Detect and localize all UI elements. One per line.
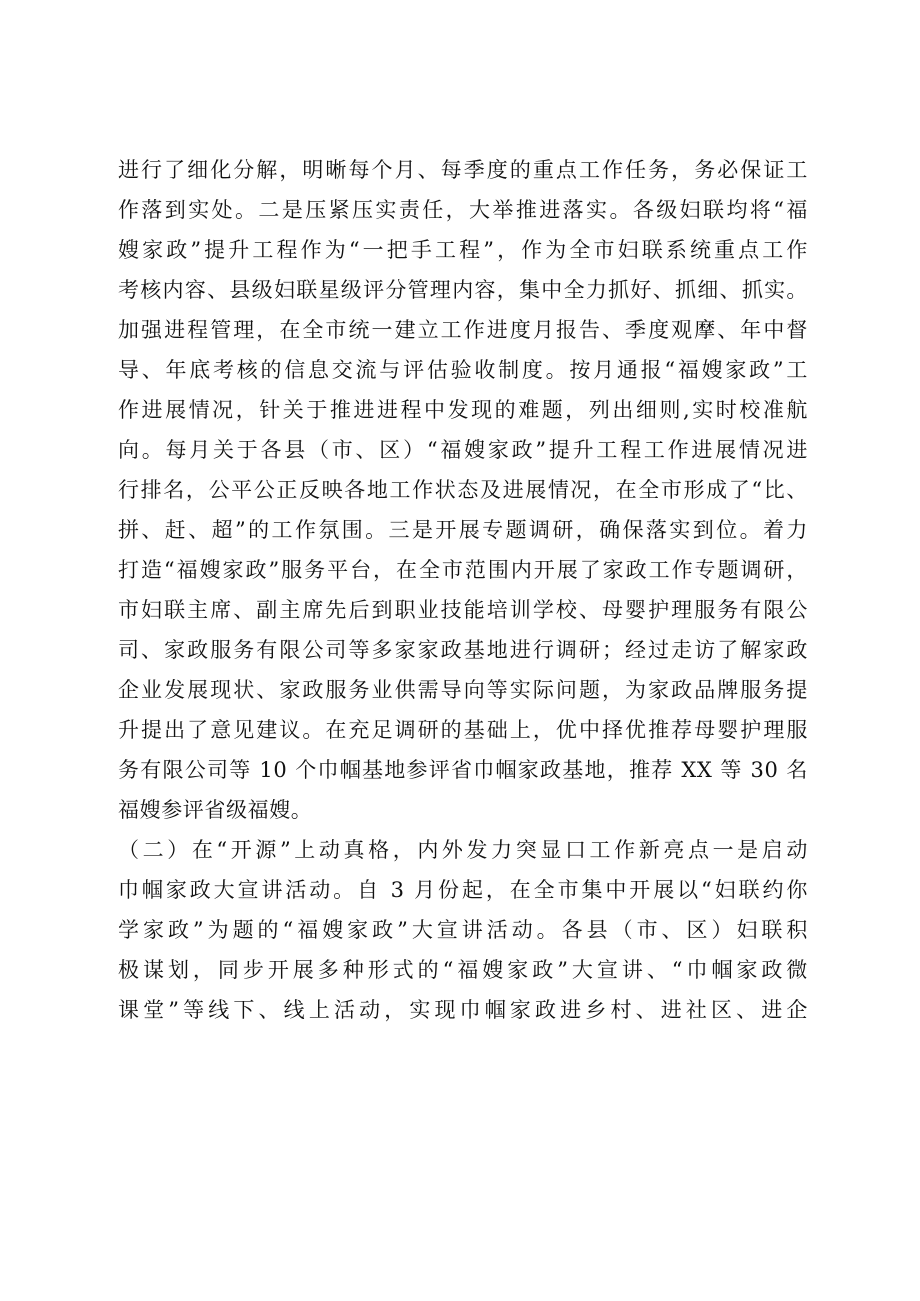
text-line: 极谋划，同步开展多种形式的“福嫂家政”大宣讲、“巾帼家政微 bbox=[118, 958, 808, 982]
text-line: 市妇联主席、副主席先后到职业技能培训学校、母婴护理服务有限公 bbox=[118, 598, 808, 622]
text-line: （二）在“开源”上动真格，内外发力突显口工作新亮点一是启动 bbox=[118, 838, 808, 862]
paragraph-1 bbox=[118, 150, 808, 830]
text-line: 进行了细化分解，明晰每个月、每季度的重点工作任务，务必保证工 bbox=[118, 158, 808, 182]
text-line: 加强进程管理，在全市统一建立工作进度月报告、季度观摩、年中督 bbox=[118, 318, 808, 342]
text-line: 导、年底考核的信息交流与评估验收制度。按月通报“福嫂家政”工 bbox=[118, 358, 808, 382]
text-line: 升提出了意见建议。在充足调研的基础上，优中择优推荐母婴护理服 bbox=[118, 718, 808, 742]
text-line: 务有限公司等 10 个巾帼基地参评省巾帼家政基地，推荐 XX 等 30 名 bbox=[118, 758, 808, 782]
paragraph-2 bbox=[118, 830, 808, 1030]
text-line: 企业发展现状、家政服务业供需导向等实际问题，为家政品牌服务提 bbox=[118, 678, 808, 702]
text-line: 嫂家政”提升工程作为“一把手工程”，作为全市妇联系统重点工作 bbox=[118, 238, 808, 262]
text-line: 作进展情况，针关于推进进程中发现的难题，列出细则,实时校准航 bbox=[118, 398, 808, 422]
text-line: 课堂”等线下、线上活动，实现巾帼家政进乡村、进社区、进企 bbox=[118, 998, 808, 1022]
text-line: 作落到实处。二是压紧压实责任，大举推进落实。各级妇联均将“福 bbox=[118, 198, 808, 222]
text-line: 司、家政服务有限公司等多家家政基地进行调研；经过走访了解家政 bbox=[118, 638, 808, 662]
text-line: 学家政”为题的“福嫂家政”大宣讲活动。各县（市、区）妇联积 bbox=[118, 918, 808, 942]
text-line: 向。每月关于各县（市、区）“福嫂家政”提升工程工作进展情况进 bbox=[118, 438, 808, 462]
document-body bbox=[118, 150, 808, 1030]
text-line: 行排名，公平公正反映各地工作状态及进展情况，在全市形成了“比、 bbox=[118, 478, 808, 502]
text-line: 考核内容、县级妇联星级评分管理内容，集中全力抓好、抓细、抓实。 bbox=[118, 278, 808, 302]
text-line: 巾帼家政大宣讲活动。自 3 月份起，在全市集中开展以“妇联约你 bbox=[118, 878, 808, 902]
text-line: 打造“福嫂家政”服务平台，在全市范围内开展了家政工作专题调研， bbox=[118, 558, 808, 582]
text-line: 福嫂参评省级福嫂。 bbox=[118, 798, 313, 822]
text-line: 拼、赶、超”的工作氛围。三是开展专题调研，确保落实到位。着力 bbox=[118, 518, 808, 542]
